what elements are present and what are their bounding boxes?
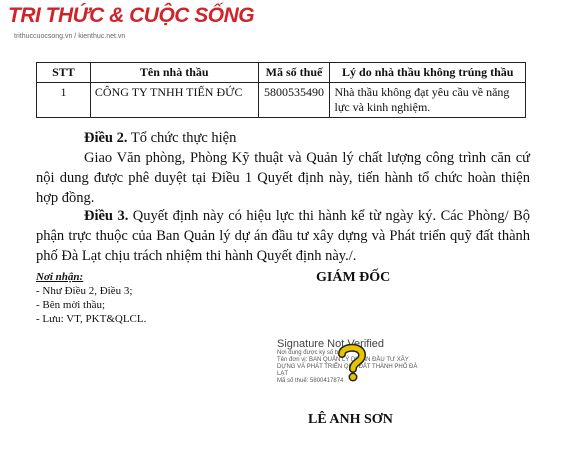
recipients-block	[36, 270, 146, 326]
contractor-table	[36, 62, 526, 118]
table-header-row	[37, 63, 526, 83]
article-3-body: Quyết định này có hiệu lực thi hành kể từ ngày ký. Các Phòng/ Bộ phận trực thuộc của Ban Quản lý dự án đầu tư xây dựng và Phát triển quỹ đất thành phố Đà Lạt chịu trách nhiệm thi hành Quyết định này./.	[36, 208, 531, 264]
recipients-header: Nơi nhận:	[36, 271, 84, 283]
article-2-body: Giao Văn phòng, Phòng Kỹ thuật và Quản lý chất lượng công trình căn cứ nội dung được phê duyệt tại Điều 1 Quyết định này, tiến hành tổ chức hoàn thiện hợp đồng.	[36, 150, 530, 206]
signature-detail-line: Nơi dung được ký số bởi:	[277, 350, 346, 356]
table-row	[37, 83, 526, 118]
article-3-label: Điều 3.	[84, 208, 129, 224]
table-cell-stt: 1	[37, 83, 91, 118]
digital-signature	[277, 338, 457, 385]
table-cell-reason: Nhà thầu không đạt yêu cầu về năng lực và kinh nghiệm.	[330, 83, 526, 118]
recipient-item: - Bên mời thầu;	[36, 299, 106, 311]
article-2-heading	[36, 128, 530, 148]
table-cell-contractor: CÔNG TY TNHH TIẾN ĐỨC	[90, 83, 258, 118]
column-header: Mã số thuế	[258, 63, 330, 83]
signature-detail-line: Mã số thuế: 5800417874	[277, 378, 344, 384]
signature-status: Signature Not Verified	[277, 338, 385, 350]
signature-detail-line: DỰNG VÀ PHÁT TRIỂN QUỸ ĐẤT THÀNH PHỐ ĐÀ	[277, 364, 418, 370]
article-2-label: Điều 2.	[84, 130, 128, 146]
column-header: Lý do nhà thầu không trúng thầu	[330, 63, 526, 83]
signature-detail-line: LẠT	[277, 371, 289, 377]
question-mark-icon	[335, 342, 369, 382]
recipient-item: - Lưu: VT, PKT&QLCL.	[36, 313, 147, 325]
signature-detail-line: Tên đơn vị: BAN QUẢN LÝ DỰ ÁN ĐẦU TƯ XÂY	[277, 357, 409, 363]
column-header: STT	[37, 63, 91, 83]
logo-title: TRI THỨC & CUỘC SỐNG	[8, 4, 255, 27]
column-header: Tên nhà thầu	[90, 63, 258, 83]
recipient-item: - Như Điều 2, Điều 3;	[36, 285, 133, 297]
logo-subtitle: trithuccuocsong.vn / kienthuc.net.vn	[14, 33, 126, 40]
site-logo	[8, 4, 255, 44]
director-title: GIÁM ĐỐC	[316, 270, 391, 285]
article-3	[36, 206, 530, 266]
director-name: LÊ ANH SƠN	[308, 412, 393, 427]
table-cell-tax-code: 5800535490	[258, 83, 330, 118]
article-2-title: Tổ chức thực hiện	[127, 130, 237, 146]
